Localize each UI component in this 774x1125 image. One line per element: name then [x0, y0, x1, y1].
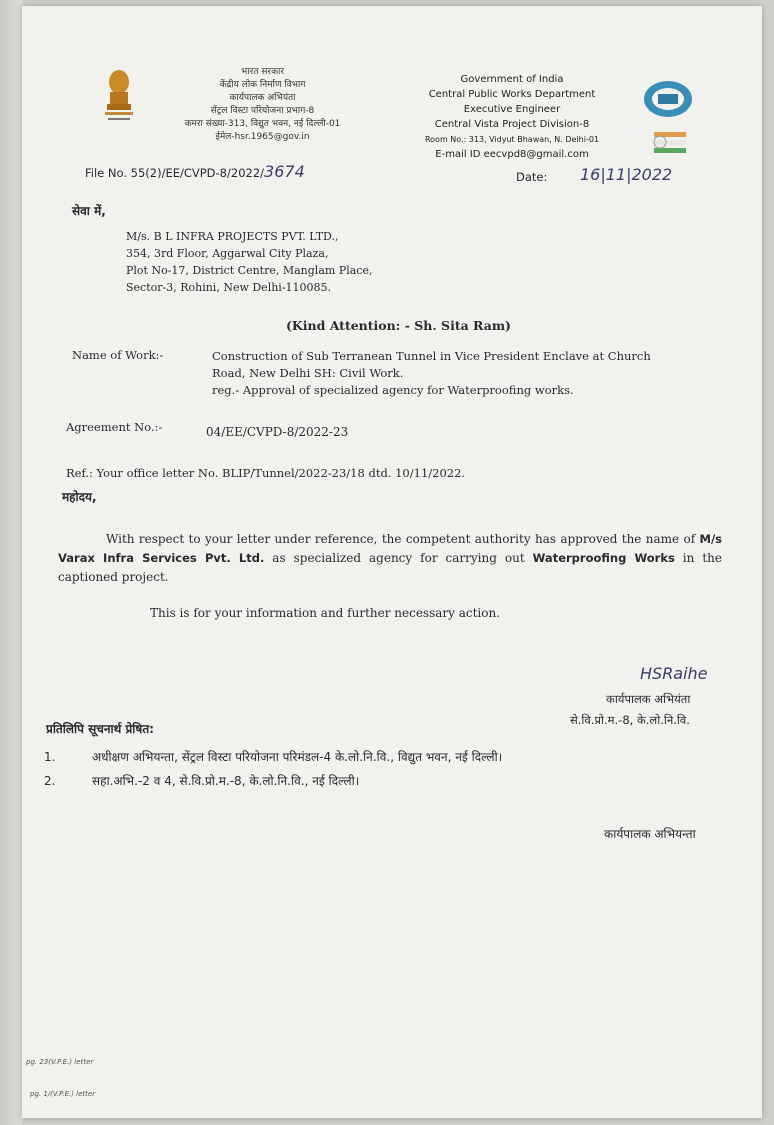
copy-to-text: सहा.अभि.-2 व 4, से.वि.प्रो.म.-8, के.लो.नि.वि., नई दिल्ली। — [92, 774, 360, 788]
agency-name: M/s Varax Infra Services Pvt. Ltd. — [58, 532, 722, 565]
address-line: Plot No-17, District Centre, Manglam Place, — [126, 264, 373, 277]
agreement-number: 04/EE/CVPD-8/2022-23 — [206, 425, 349, 439]
salutation-to: सेवा में, — [72, 204, 106, 218]
work-line: reg.- Approval of specialized agency for Waterproofing works. — [212, 383, 574, 397]
body-text: With respect to your letter under reference, the competent authority has approved the name of — [106, 532, 700, 546]
copy-to-text: अधीक्षण अभियन्ता, सेंट्रल विस्टा परियोजना परिमंडल-4 के.लो.नि.वि., विद्युत भवन, नई दिल्ली। — [92, 750, 503, 764]
header-hindi-line: भारत सरकार — [240, 67, 285, 77]
page-edge — [0, 0, 22, 1125]
footer-note: pg. 1/(V.P.E.) letter — [30, 1090, 96, 1098]
date-handwritten: 16|11|2022 — [580, 165, 673, 184]
works-name: Waterproofing Works — [532, 551, 675, 565]
copy-to-heading: प्रतिलिपि सूचनार्थ प्रेषित: — [46, 722, 154, 736]
address-line: M/s. B L INFRA PROJECTS PVT. LTD., — [126, 230, 339, 243]
footer-note: pg. 23(V.P.E.) letter — [26, 1058, 94, 1066]
header-english-line: Central Vista Project Division-8 — [434, 119, 590, 130]
header-english-line: E-mail ID eecvpd8@gmail.com — [435, 149, 589, 160]
greeting: महोदय, — [62, 490, 97, 504]
date-label: Date: — [516, 170, 548, 184]
letter-body — [58, 530, 722, 587]
work-line: Construction of Sub Terranean Tunnel in Vice President Enclave at Church — [212, 349, 651, 363]
address-line: 354, 3rd Floor, Aggarwal City Plaza, — [126, 247, 329, 260]
copy-to-number: 1. — [44, 750, 56, 764]
signature-scribble: HSRaihe — [640, 664, 708, 683]
header-english-line: Government of India — [460, 74, 564, 85]
header-hindi-line: कार्यपालक अभियंता — [229, 93, 296, 103]
file-number — [85, 162, 305, 181]
header-hindi-line: सेंट्रल विस्टा परियोजना प्रभाग-8 — [210, 106, 315, 116]
signature-title: कार्यपालक अभियंता — [606, 692, 691, 706]
recipient-address — [126, 228, 372, 296]
copy-to-item — [44, 772, 359, 789]
name-of-work-label: Name of Work:- — [72, 348, 164, 362]
closing-signature: कार्यपालक अभियन्ता — [604, 827, 696, 841]
reference-line: Ref.: Your office letter No. BLIP/Tunnel/2022-23/18 dtd. 10/11/2022. — [66, 466, 466, 480]
kind-attention: (Kind Attention: - Sh. Sita Ram) — [286, 318, 511, 333]
body-text: in the captioned project. — [58, 551, 723, 584]
header-english — [392, 72, 632, 162]
header-hindi-line: केंद्रीय लोक निर्माण विभाग — [219, 80, 306, 90]
address-line: Sector-3, Rohini, New Delhi-110085. — [126, 281, 332, 294]
body-text: as specialized agency for carrying out — [264, 551, 533, 565]
header-hindi-line: कमरा संख्या-313, विद्युत भवन, नई दिल्ली-01 — [184, 119, 341, 129]
azadi-ka-amrit-mahotsav-logo-icon — [648, 126, 692, 162]
header-hindi-line: ईमेल-hsr.1965@gov.in — [215, 132, 310, 142]
file-number-handwritten: 3674 — [264, 162, 305, 181]
header-english-line: Room No.: 313, Vidyut Bhawan, N. Delhi-01 — [424, 135, 600, 144]
header-hindi — [130, 66, 395, 144]
name-of-work-text — [212, 348, 717, 399]
info-line: This is for your information and further necessary action. — [150, 606, 501, 620]
work-line: Road, New Delhi SH: Civil Work. — [212, 366, 404, 380]
cpwd-logo-icon — [640, 76, 696, 122]
agreement-label: Agreement No.:- — [66, 420, 163, 434]
header-english-line: Executive Engineer — [463, 104, 561, 115]
signature-office: से.वि.प्रो.म.-8, के.लो.नि.वि. — [570, 713, 690, 727]
copy-to-number: 2. — [44, 774, 56, 788]
copy-to-item — [44, 748, 502, 765]
file-number-label: File No. 55(2)/EE/CVPD-8/2022/ — [85, 166, 265, 180]
header-english-line: Central Public Works Department — [428, 89, 596, 100]
